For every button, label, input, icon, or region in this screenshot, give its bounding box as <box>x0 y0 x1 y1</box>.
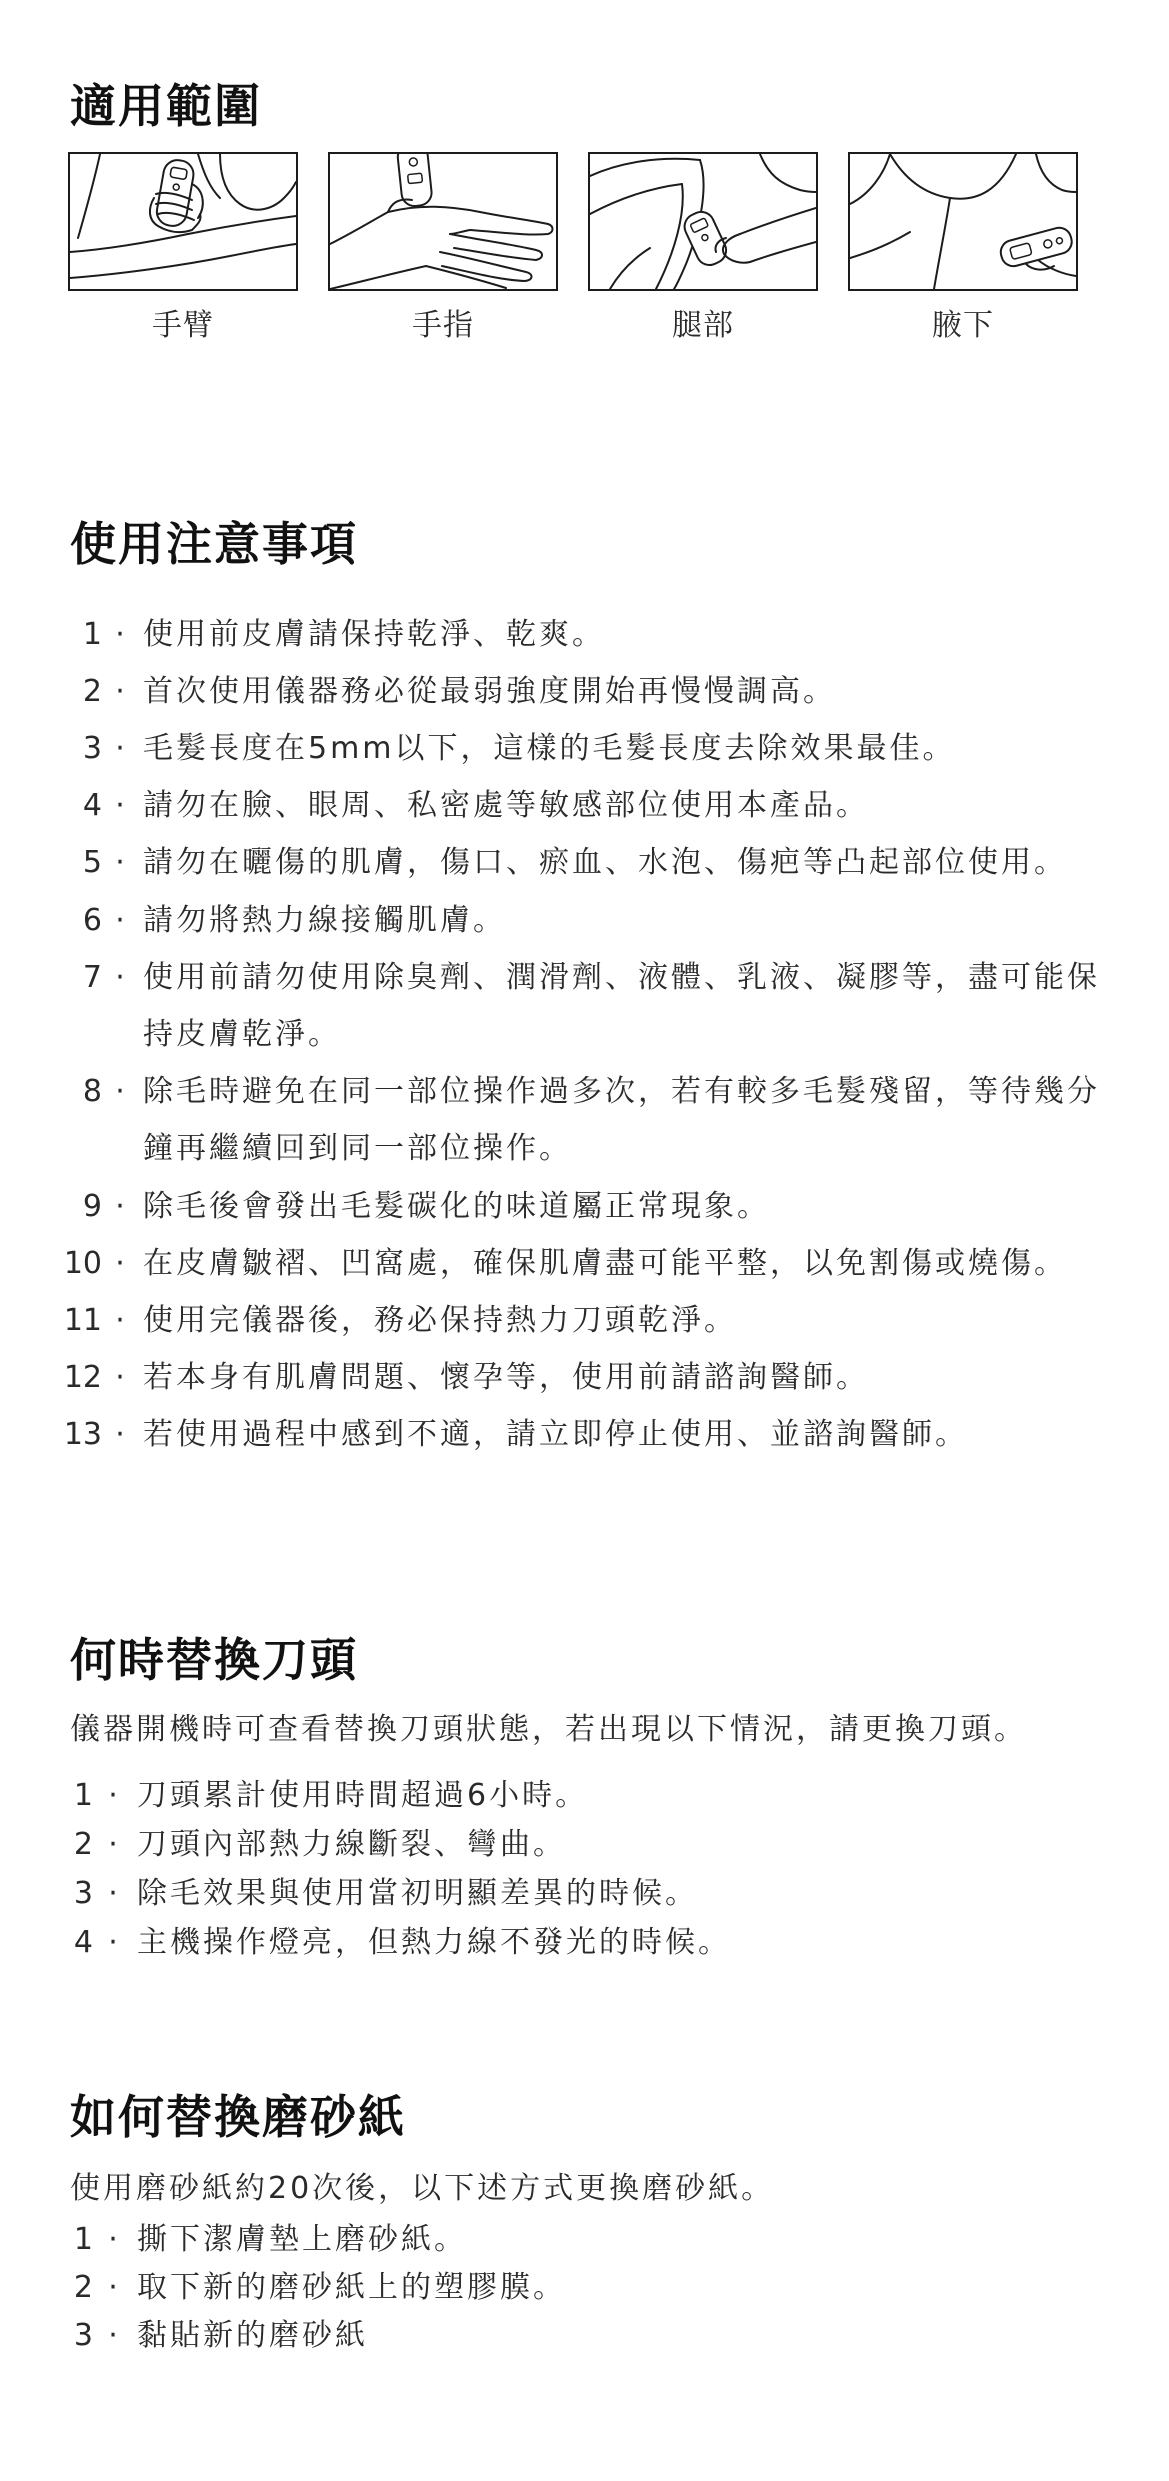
item-text: 在皮膚皺褶、凹窩處，確保肌膚盡可能平整，以免割傷或燒傷。 <box>143 1245 1067 1281</box>
item-text: 請勿在臉、眼周、私密處等敏感部位使用本產品。 <box>143 788 869 824</box>
blade-replacement-item <box>0 1771 1169 1820</box>
item-number: 1 <box>73 2221 93 2257</box>
item-text: 刀頭累計使用時間超過6小時。 <box>137 1777 589 1813</box>
sandpaper-replacement-intro: 使用磨砂紙約20次後，以下述方式更換磨砂紙。 <box>70 2170 775 2206</box>
item-separator: · <box>108 2318 118 2354</box>
item-number: 11 <box>63 1303 102 1339</box>
precaution-item <box>0 949 1169 1063</box>
item-number: 2 <box>73 2270 93 2306</box>
item-number: 6 <box>82 902 102 938</box>
area-label-arm: 手臂 <box>152 308 214 343</box>
item-number: 2 <box>73 1827 93 1862</box>
precaution-item <box>0 1292 1169 1349</box>
item-number: 2 <box>82 673 102 709</box>
item-number: 10 <box>63 1245 102 1281</box>
area-label-finger: 手指 <box>412 308 474 343</box>
finger-illustration <box>328 152 558 291</box>
item-text: 黏貼新的磨砂紙 <box>137 2318 368 2354</box>
underarm-illustration-drawing <box>850 154 1076 289</box>
item-text: 使用前請勿使用除臭劑、潤滑劑、液體、乳液、凝膠等，盡可能保持皮膚乾淨。 <box>143 959 1100 1053</box>
item-separator: · <box>115 959 125 995</box>
precaution-item <box>0 663 1169 720</box>
item-text: 撕下潔膚墊上磨砂紙。 <box>137 2221 467 2257</box>
item-text: 取下新的磨砂紙上的塑膠膜。 <box>137 2270 566 2306</box>
blade-replacement-list <box>0 1771 1169 1968</box>
item-number: 9 <box>82 1188 102 1224</box>
arm-illustration-drawing <box>70 154 296 289</box>
item-separator: · <box>108 1925 118 1961</box>
item-separator: · <box>115 1417 125 1453</box>
area-arm <box>68 152 298 346</box>
item-separator: · <box>115 1303 125 1339</box>
item-separator: · <box>115 1245 125 1281</box>
item-text: 毛髮長度在5mm以下，這樣的毛髮長度去除效果最佳。 <box>143 731 956 766</box>
blade-replacement-item <box>0 1820 1169 1869</box>
item-number: 5 <box>82 845 102 881</box>
precaution-item <box>0 1178 1169 1235</box>
precautions-list <box>0 606 1169 1464</box>
item-text: 除毛時避免在同一部位操作過多次，若有較多毛髮殘留，等待幾分鐘再繼續回到同一部位操作。 <box>143 1074 1100 1167</box>
item-number: 4 <box>82 788 102 824</box>
item-text: 除毛效果與使用當初明顯差異的時候。 <box>137 1876 698 1912</box>
precaution-item <box>0 1235 1169 1292</box>
item-text: 若使用過程中感到不適，請立即停止使用、並諮詢醫師。 <box>143 1417 968 1453</box>
blade-replacement-item <box>0 1869 1169 1918</box>
precaution-item <box>0 834 1169 891</box>
sandpaper-replacement-title: 如何替換磨砂紙 <box>70 2090 406 2144</box>
item-separator: · <box>108 2221 118 2257</box>
area-underarm <box>848 152 1078 346</box>
precaution-item <box>0 606 1169 663</box>
item-separator: · <box>115 1360 125 1396</box>
item-number: 3 <box>82 731 102 766</box>
blade-replacement-title: 何時替換刀頭 <box>70 1633 358 1687</box>
underarm-illustration <box>848 152 1078 291</box>
item-separator: · <box>115 788 125 824</box>
item-separator: · <box>115 731 125 766</box>
sandpaper-replacement-list <box>0 2216 1169 2361</box>
finger-illustration-drawing <box>330 154 556 289</box>
precaution-item <box>0 1063 1169 1177</box>
sandpaper-replacement-item <box>0 2216 1169 2264</box>
blade-replacement-item <box>0 1918 1169 1967</box>
item-separator: · <box>115 845 125 881</box>
item-text: 首次使用儀器務必從最弱強度開始再慢慢調高。 <box>143 673 836 709</box>
item-number: 4 <box>73 1925 93 1961</box>
applicable-areas-gallery <box>68 152 1078 346</box>
item-separator: · <box>115 1188 125 1224</box>
item-number: 3 <box>73 2318 93 2354</box>
item-separator: · <box>108 1876 118 1912</box>
sandpaper-replacement-item <box>0 2264 1169 2312</box>
item-separator: · <box>115 1074 125 1110</box>
item-number: 8 <box>82 1074 102 1110</box>
precaution-item <box>0 777 1169 834</box>
item-number: 13 <box>63 1417 102 1453</box>
sandpaper-replacement-item <box>0 2312 1169 2360</box>
item-separator: · <box>108 2270 118 2306</box>
item-text: 使用前皮膚請保持乾淨、乾爽。 <box>143 616 605 652</box>
item-number: 12 <box>63 1360 102 1396</box>
leg-illustration <box>588 152 818 291</box>
area-label-underarm: 腋下 <box>932 308 994 343</box>
arm-illustration <box>68 152 298 291</box>
item-text: 使用完儀器後，務必保持熱力刀頭乾淨。 <box>143 1303 737 1339</box>
item-separator: · <box>115 673 125 709</box>
item-text: 若本身有肌膚問題、懷孕等，使用前請諮詢醫師。 <box>143 1360 869 1396</box>
precaution-item <box>0 1406 1169 1463</box>
item-text: 除毛後會發出毛髮碳化的味道屬正常現象。 <box>143 1188 770 1224</box>
item-text: 請勿將熱力線接觸肌膚。 <box>143 902 506 938</box>
item-number: 7 <box>82 959 102 995</box>
area-finger <box>328 152 558 346</box>
precaution-item <box>0 892 1169 949</box>
precaution-item <box>0 720 1169 777</box>
applicable-areas-title: 適用範圍 <box>70 79 262 133</box>
item-number: 1 <box>73 1777 93 1813</box>
item-text: 主機操作燈亮，但熱力線不發光的時候。 <box>137 1925 731 1961</box>
leg-illustration-drawing <box>590 154 816 289</box>
item-separator: · <box>108 1827 118 1862</box>
blade-replacement-intro: 儀器開機時可查看替換刀頭狀態，若出現以下情況，請更換刀頭。 <box>70 1712 1027 1747</box>
item-number: 1 <box>82 616 102 652</box>
item-separator: · <box>115 616 125 652</box>
precaution-item <box>0 1349 1169 1406</box>
item-text: 請勿在曬傷的肌膚，傷口、瘀血、水泡、傷疤等凸起部位使用。 <box>143 845 1067 881</box>
item-separator: · <box>108 1777 118 1813</box>
item-number: 3 <box>73 1876 93 1912</box>
area-leg <box>588 152 818 346</box>
item-separator: · <box>115 902 125 938</box>
precautions-title: 使用注意事項 <box>70 517 358 571</box>
item-text: 刀頭內部熱力線斷裂、彎曲。 <box>137 1827 566 1862</box>
area-label-leg: 腿部 <box>672 308 734 343</box>
